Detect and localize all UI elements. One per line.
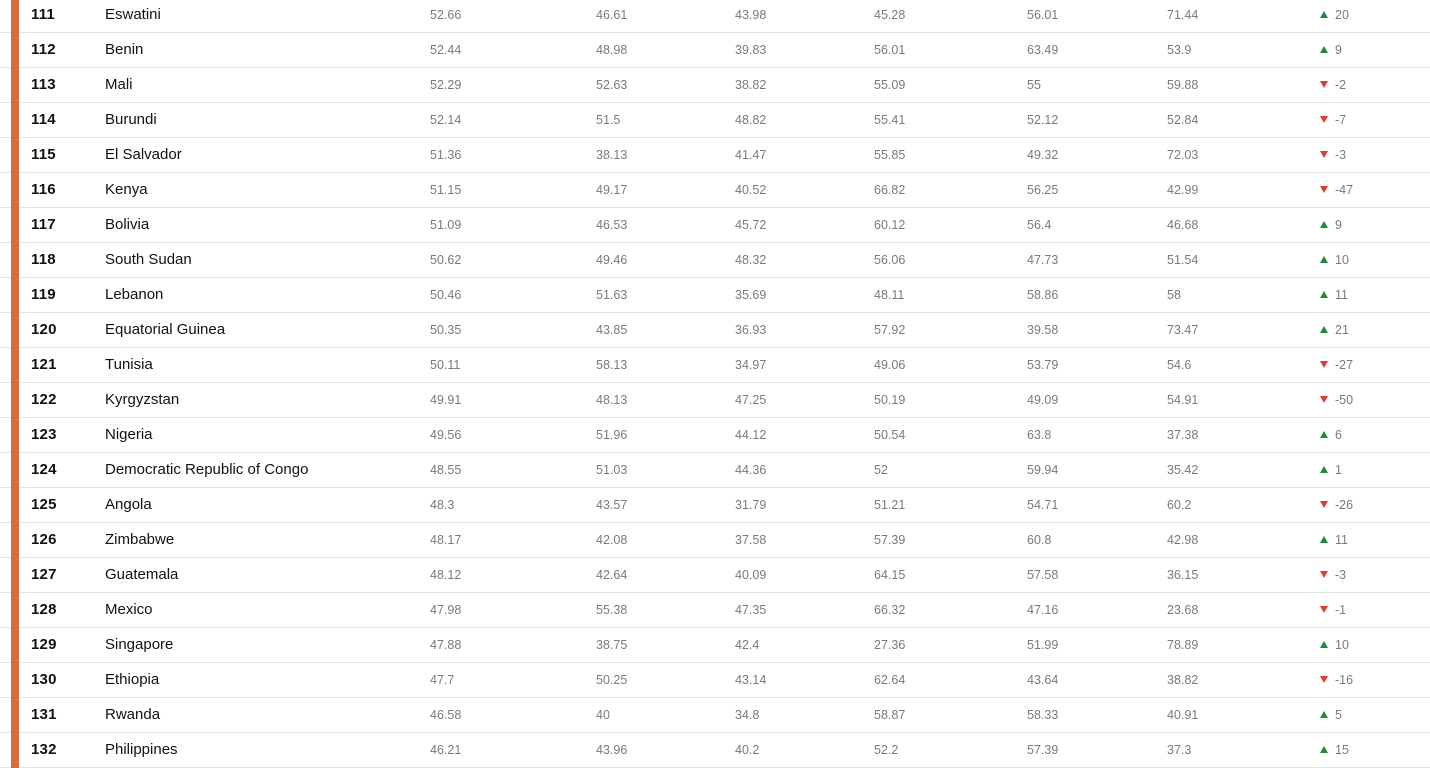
triangle-down-icon [1320,361,1328,368]
score-col-6-cell: 23.68 [1167,603,1199,617]
score-col-6-cell: 73.47 [1167,323,1199,337]
score-col-3-cell: 34.97 [735,358,767,372]
score-col-3-cell: 36.93 [735,323,767,337]
country-name: Mali [105,76,133,93]
overall-score-cell: 52.14 [430,113,462,127]
score-col-5-cell: 58.86 [1027,288,1059,302]
overall-score-cell: 50.46 [430,288,462,302]
score-col-5-cell: 55 [1027,78,1041,92]
rank-cell: 125 [31,496,57,513]
score-col-6-cell: 40.91 [1167,708,1199,722]
score-col-6-cell: 36.15 [1167,568,1199,582]
score-col-4-cell: 58.87 [874,708,906,722]
score-col-4-cell: 49.06 [874,358,906,372]
score-col-2-cell: 49.46 [596,253,628,267]
score-col-5-cell: 58.33 [1027,708,1059,722]
triangle-up-icon [1320,11,1328,18]
score-col-3-cell: 42.4 [735,638,760,652]
score-col-4-cell: 52.2 [874,743,899,757]
rank-change [1320,208,1342,242]
overall-score-cell: 46.58 [430,708,462,722]
score-col-3-cell: 44.12 [735,428,767,442]
score-col-2-cell: 58.13 [596,358,628,372]
overall-score-cell: 47.7 [430,673,455,687]
rank-cell: 124 [31,461,57,478]
rank-change [1320,733,1349,767]
score-col-4-cell: 48.11 [874,288,905,302]
score-col-4-cell: 55.85 [874,148,906,162]
score-col-2-cell: 50.25 [596,673,628,687]
rank-cell: 130 [31,671,57,688]
score-col-5-cell: 43.64 [1027,673,1059,687]
score-col-2-cell: 48.98 [596,43,628,57]
score-col-3-cell: 34.8 [735,708,760,722]
table-row[interactable] [0,33,1430,68]
triangle-up-icon [1320,466,1328,473]
triangle-up-icon [1320,431,1328,438]
triangle-down-icon [1320,676,1328,683]
rank-change-value: -1 [1335,603,1347,617]
score-col-2-cell: 55.38 [596,603,628,617]
rank-change-value: 15 [1335,743,1349,757]
score-col-4-cell: 50.54 [874,428,906,442]
score-col-3-cell: 47.35 [735,603,767,617]
table-row[interactable] [0,628,1430,663]
rank-cell: 131 [31,706,57,723]
score-col-2-cell: 52.63 [596,78,628,92]
overall-score-cell: 48.55 [430,463,462,477]
rank-change [1320,68,1346,102]
score-col-3-cell: 47.25 [735,393,767,407]
overall-score-cell: 52.29 [430,78,462,92]
score-col-3-cell: 35.69 [735,288,767,302]
triangle-up-icon [1320,221,1328,228]
score-col-5-cell: 47.16 [1027,603,1059,617]
table-row[interactable] [0,313,1430,348]
score-col-2-cell: 43.57 [596,498,628,512]
score-col-3-cell: 44.36 [735,463,767,477]
score-col-6-cell: 71.44 [1167,8,1199,22]
table-row[interactable] [0,103,1430,138]
triangle-up-icon [1320,46,1328,53]
score-col-2-cell: 48.13 [596,393,628,407]
table-row[interactable] [0,488,1430,523]
rank-change-value: 9 [1335,43,1342,57]
country-name: South Sudan [105,251,192,268]
score-col-6-cell: 37.3 [1167,743,1192,757]
overall-score-cell: 52.44 [430,43,462,57]
rank-change [1320,138,1346,172]
overall-score-cell: 48.17 [430,533,462,547]
score-col-2-cell: 46.61 [596,8,628,22]
score-col-2-cell: 38.13 [596,148,628,162]
score-col-4-cell: 55.09 [874,78,906,92]
overall-score-cell: 51.09 [430,218,462,232]
country-name: Bolivia [105,216,150,233]
triangle-down-icon [1320,571,1328,578]
overall-score-cell: 47.98 [430,603,462,617]
score-col-6-cell: 37.38 [1167,428,1199,442]
score-col-3-cell: 37.58 [735,533,767,547]
rank-change [1320,243,1349,277]
score-col-6-cell: 51.54 [1167,253,1199,267]
country-name: Burundi [105,111,157,128]
score-col-5-cell: 59.94 [1027,463,1059,477]
score-col-4-cell: 60.12 [874,218,906,232]
rank-change-value: 9 [1335,218,1342,232]
country-name: Democratic Republic of Congo [105,461,309,478]
score-col-4-cell: 66.82 [874,183,906,197]
triangle-up-icon [1320,291,1328,298]
rank-change-value: -50 [1335,393,1354,407]
overall-score-cell: 46.21 [430,743,462,757]
score-col-3-cell: 48.82 [735,113,767,127]
score-col-6-cell: 59.88 [1167,78,1199,92]
score-col-3-cell: 40.09 [735,568,767,582]
rank-cell: 115 [31,146,56,163]
score-col-5-cell: 56.25 [1027,183,1059,197]
score-col-2-cell: 51.5 [596,113,621,127]
triangle-down-icon [1320,81,1328,88]
rank-change [1320,698,1342,732]
score-col-2-cell: 51.03 [596,463,628,477]
rank-cell: 122 [31,391,57,408]
overall-score-cell: 48.12 [430,568,462,582]
rank-change [1320,628,1349,662]
score-col-5-cell: 49.09 [1027,393,1059,407]
table-row[interactable] [0,278,1430,313]
rank-cell: 121 [31,356,57,373]
rank-change-value: -2 [1335,78,1347,92]
table-row[interactable] [0,383,1430,418]
score-col-2-cell: 46.53 [596,218,628,232]
score-col-6-cell: 52.84 [1167,113,1199,127]
score-col-5-cell: 53.79 [1027,358,1059,372]
rank-cell: 123 [31,426,57,443]
score-col-2-cell: 38.75 [596,638,628,652]
triangle-down-icon [1320,501,1328,508]
rank-change [1320,663,1353,697]
score-col-2-cell: 42.08 [596,533,628,547]
table-row[interactable] [0,418,1430,453]
triangle-down-icon [1320,151,1328,158]
table-row[interactable] [0,453,1430,488]
score-col-4-cell: 55.41 [874,113,906,127]
score-col-6-cell: 60.2 [1167,498,1192,512]
rank-change-value: -3 [1335,148,1347,162]
score-col-5-cell: 56.01 [1027,8,1059,22]
rank-cell: 111 [31,6,55,23]
country-name: El Salvador [105,146,182,163]
score-col-6-cell: 35.42 [1167,463,1199,477]
rank-change [1320,313,1349,347]
rank-cell: 116 [31,181,56,198]
overall-score-cell: 51.15 [430,183,462,197]
rank-change-value: 11 [1335,533,1348,547]
overall-score-cell: 49.91 [430,393,462,407]
table-row[interactable] [0,698,1430,733]
score-col-3-cell: 48.32 [735,253,767,267]
overall-score-cell: 50.62 [430,253,462,267]
triangle-up-icon [1320,256,1328,263]
score-col-3-cell: 43.14 [735,673,767,687]
score-col-3-cell: 41.47 [735,148,767,162]
rank-cell: 120 [31,321,57,338]
table-row[interactable] [0,733,1430,768]
country-name: Angola [105,496,152,513]
triangle-down-icon [1320,116,1328,123]
rank-change [1320,33,1342,67]
rank-change-value: 21 [1335,323,1349,337]
rank-change-value: -47 [1335,183,1354,197]
score-col-2-cell: 51.96 [596,428,628,442]
rank-change [1320,0,1349,32]
country-name: Equatorial Guinea [105,321,226,338]
rank-change [1320,453,1342,487]
score-col-2-cell: 42.64 [596,568,628,582]
score-col-4-cell: 57.92 [874,323,906,337]
score-col-3-cell: 40.2 [735,743,760,757]
score-col-6-cell: 78.89 [1167,638,1199,652]
score-col-4-cell: 27.36 [874,638,906,652]
rank-cell: 112 [31,41,56,58]
table-row[interactable] [0,138,1430,173]
country-name: Kyrgyzstan [105,391,180,408]
score-col-5-cell: 51.99 [1027,638,1059,652]
score-col-6-cell: 54.6 [1167,358,1192,372]
score-col-4-cell: 57.39 [874,533,906,547]
country-name: Ethiopia [105,671,160,688]
country-name: Rwanda [105,706,161,723]
score-col-6-cell: 42.98 [1167,533,1199,547]
score-col-5-cell: 52.12 [1027,113,1059,127]
rank-change-value: -27 [1335,358,1354,372]
score-col-5-cell: 63.49 [1027,43,1059,57]
score-col-5-cell: 63.8 [1027,428,1052,442]
rank-cell: 114 [31,111,56,128]
score-col-4-cell: 45.28 [874,8,906,22]
country-name: Lebanon [105,286,164,303]
table-row[interactable] [0,558,1430,593]
rank-change-value: 11 [1335,288,1348,302]
rank-cell: 128 [31,601,57,618]
rank-cell: 127 [31,566,57,583]
rank-change [1320,558,1346,592]
score-col-2-cell: 51.63 [596,288,628,302]
rank-change [1320,348,1353,382]
score-col-4-cell: 66.32 [874,603,906,617]
rank-change [1320,488,1353,522]
triangle-up-icon [1320,326,1328,333]
overall-score-cell: 51.36 [430,148,462,162]
table-row[interactable] [0,663,1430,698]
country-name: Benin [105,41,144,58]
table-row[interactable] [0,523,1430,558]
rank-cell: 117 [31,216,56,233]
score-col-5-cell: 49.32 [1027,148,1059,162]
triangle-up-icon [1320,711,1328,718]
overall-score-cell: 52.66 [430,8,462,22]
country-name: Guatemala [105,566,179,583]
rank-change [1320,173,1353,207]
country-name: Kenya [105,181,148,198]
score-col-4-cell: 51.21 [874,498,906,512]
rank-change [1320,593,1346,627]
rank-cell: 132 [31,741,57,758]
country-name: Tunisia [105,356,153,373]
rank-change-value: 5 [1335,708,1342,722]
score-col-2-cell: 43.85 [596,323,628,337]
rank-cell: 118 [31,251,56,268]
country-name: Singapore [105,636,174,653]
score-col-3-cell: 31.79 [735,498,767,512]
score-col-5-cell: 60.8 [1027,533,1052,547]
score-col-6-cell: 54.91 [1167,393,1199,407]
rank-change-value: 10 [1335,253,1349,267]
rank-change-value: -3 [1335,568,1347,582]
score-col-4-cell: 52 [874,463,888,477]
triangle-up-icon [1320,536,1328,543]
score-col-2-cell: 49.17 [596,183,628,197]
rank-change [1320,278,1348,312]
country-name: Eswatini [105,6,161,23]
triangle-down-icon [1320,186,1328,193]
score-col-4-cell: 62.64 [874,673,906,687]
score-col-5-cell: 57.58 [1027,568,1059,582]
rank-change-value: -16 [1335,673,1354,687]
score-col-4-cell: 64.15 [874,568,906,582]
score-col-2-cell: 40 [596,708,610,722]
score-col-6-cell: 42.99 [1167,183,1199,197]
score-col-6-cell: 38.82 [1167,673,1199,687]
overall-score-cell: 49.56 [430,428,462,442]
rank-change-value: -7 [1335,113,1347,127]
country-name: Zimbabwe [105,531,175,548]
overall-score-cell: 50.11 [430,358,461,372]
rank-cell: 126 [31,531,57,548]
score-col-6-cell: 58 [1167,288,1181,302]
score-col-5-cell: 57.39 [1027,743,1059,757]
overall-score-cell: 47.88 [430,638,462,652]
rank-change [1320,103,1346,137]
score-col-4-cell: 56.06 [874,253,906,267]
rank-change-value: 10 [1335,638,1349,652]
rank-change-value: -26 [1335,498,1354,512]
score-col-3-cell: 38.82 [735,78,767,92]
score-col-6-cell: 46.68 [1167,218,1199,232]
triangle-down-icon [1320,396,1328,403]
score-col-4-cell: 50.19 [874,393,906,407]
country-name: Philippines [105,741,178,758]
overall-score-cell: 48.3 [430,498,455,512]
score-col-4-cell: 56.01 [874,43,906,57]
score-col-3-cell: 45.72 [735,218,767,232]
score-col-5-cell: 54.71 [1027,498,1059,512]
country-name: Nigeria [105,426,153,443]
table-row[interactable] [0,0,1430,33]
rank-change-value: 6 [1335,428,1342,442]
score-col-5-cell: 56.4 [1027,218,1052,232]
table-row[interactable] [0,593,1430,628]
rank-change [1320,418,1342,452]
score-col-6-cell: 72.03 [1167,148,1199,162]
table-row[interactable] [0,68,1430,103]
score-col-6-cell: 53.9 [1167,43,1192,57]
score-col-5-cell: 47.73 [1027,253,1059,267]
table-row[interactable] [0,173,1430,208]
rank-cell: 129 [31,636,57,653]
country-name: Mexico [105,601,153,618]
triangle-up-icon [1320,746,1328,753]
score-col-5-cell: 39.58 [1027,323,1059,337]
triangle-up-icon [1320,641,1328,648]
table-row[interactable] [0,208,1430,243]
rank-cell: 113 [31,76,56,93]
rank-cell: 119 [31,286,56,303]
score-col-3-cell: 43.98 [735,8,767,22]
rank-change [1320,383,1353,417]
triangle-down-icon [1320,606,1328,613]
overall-score-cell: 50.35 [430,323,462,337]
rank-change [1320,523,1348,557]
table-row[interactable] [0,348,1430,383]
score-col-2-cell: 43.96 [596,743,628,757]
rank-change-value: 20 [1335,8,1349,22]
table-row[interactable] [0,243,1430,278]
score-col-3-cell: 40.52 [735,183,767,197]
score-col-3-cell: 39.83 [735,43,767,57]
rank-change-value: 1 [1335,463,1342,477]
